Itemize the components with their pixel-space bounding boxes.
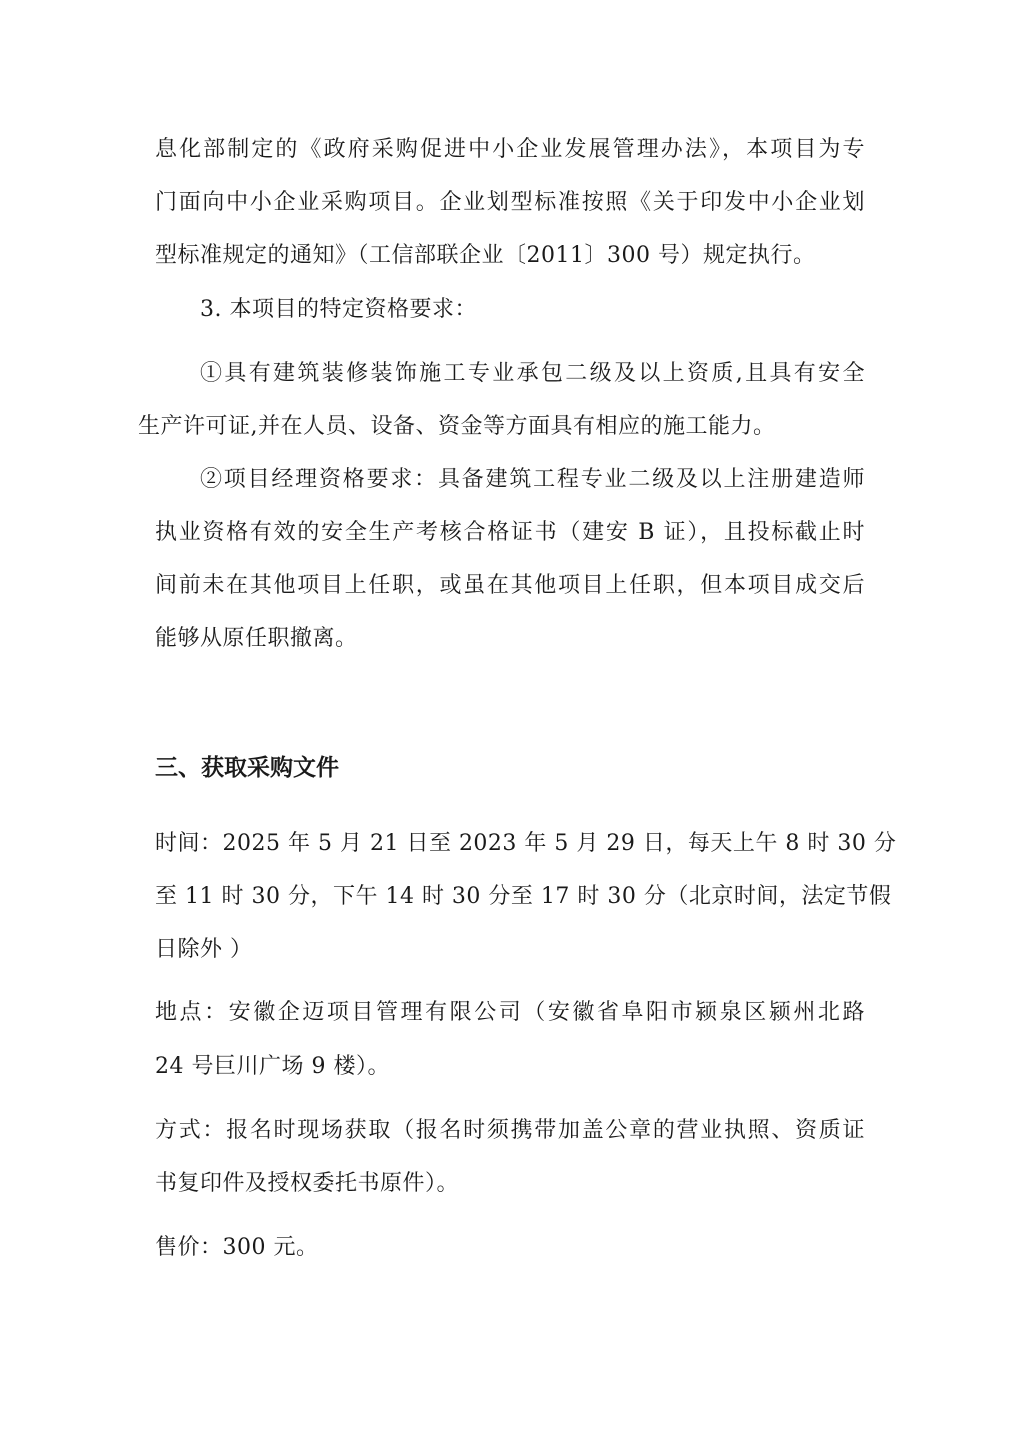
requirement-2-line: 执业资格有效的安全生产考核合格证书（建安 B 证），且投标截止时 xyxy=(155,520,865,545)
method-line: 方式：报名时现场获取（报名时须携带加盖公章的营业执照、资质证 xyxy=(155,1118,865,1143)
paragraph-line: 型标准规定的通知》（工信部联企业〔2011〕300 号）规定执行。 xyxy=(155,243,816,268)
place-line: 24 号巨川广场 9 楼）。 xyxy=(155,1054,390,1079)
requirement-2-line: ②项目经理资格要求：具备建筑工程专业二级及以上注册建造师 xyxy=(200,467,865,492)
requirement-2-line: 间前未在其他项目上任职，或虽在其他项目上任职，但本项目成交后 xyxy=(155,573,865,598)
paragraph-line: 门面向中小企业采购项目。企业划型标准按照《关于印发中小企业划 xyxy=(155,190,865,215)
requirement-2-line: 能够从原任职撤离。 xyxy=(155,626,358,651)
time-line: 日除外 ） xyxy=(155,937,253,962)
place-line: 地点：安徽企迈项目管理有限公司（安徽省阜阳市颍泉区颍州北路 xyxy=(155,1000,865,1025)
section-heading: 三、获取采购文件 xyxy=(155,755,339,781)
price-line: 售价：300 元。 xyxy=(155,1235,319,1260)
requirement-1-line: ①具有建筑装修装饰施工专业承包二级及以上资质,且具有安全 xyxy=(200,361,865,386)
requirement-1-line: 生产许可证,并在人员、设备、资金等方面具有相应的施工能力。 xyxy=(138,414,776,439)
time-line: 时间：2025 年 5 月 21 日至 2023 年 5 月 29 日，每天上午 8 时 30 分 xyxy=(155,831,897,856)
paragraph-line: 息化部制定的《政府采购促进中小企业发展管理办法》，本项目为专 xyxy=(155,137,865,162)
item-3-title: 3. 本项目的特定资格要求： xyxy=(200,297,477,322)
time-line: 至 11 时 30 分，下午 14 时 30 分至 17 时 30 分（北京时间，法定节假 xyxy=(155,884,892,909)
method-line: 书复印件及授权委托书原件）。 xyxy=(155,1171,460,1196)
